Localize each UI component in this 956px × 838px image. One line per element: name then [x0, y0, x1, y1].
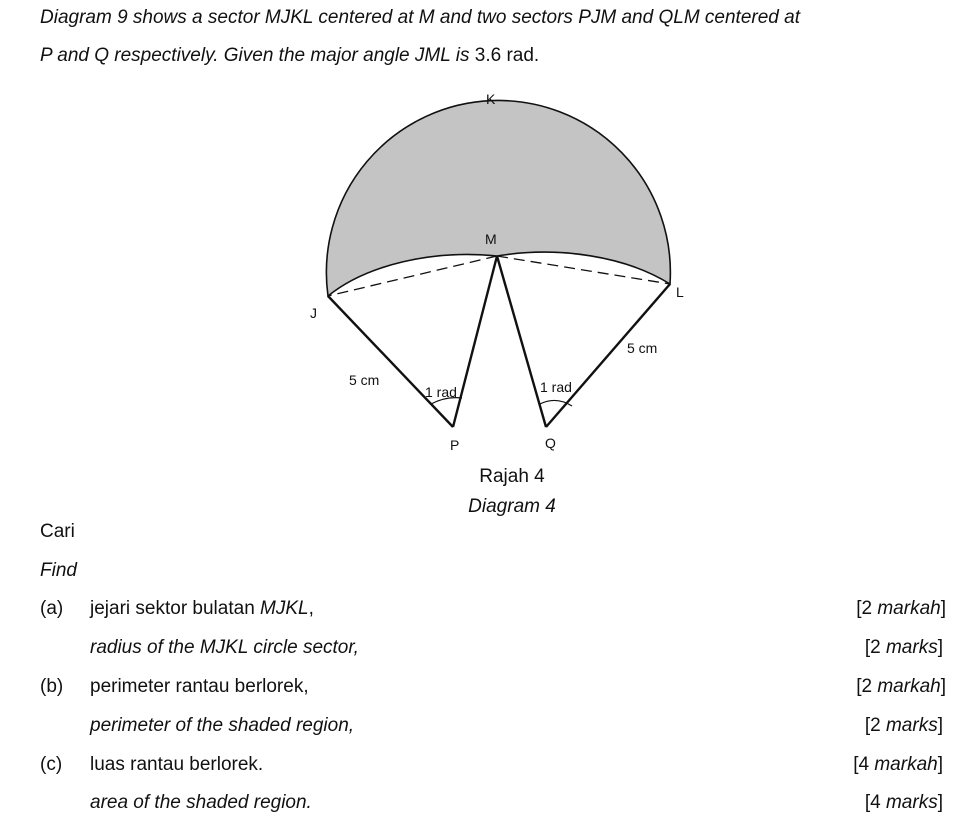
- shaded-region: [326, 100, 670, 296]
- marks-word: markah: [877, 598, 941, 619]
- label-k: K: [486, 91, 496, 107]
- marks-num: [4: [864, 792, 881, 813]
- question-a-english: radius of the MJKL circle sector,: [90, 637, 359, 658]
- segment-pm: [453, 256, 497, 427]
- question-a-marks-malay: [2 markah]: [856, 598, 946, 619]
- label-m: M: [485, 231, 497, 247]
- length-ql: 5 cm: [627, 340, 658, 356]
- label-j: J: [310, 305, 317, 321]
- question-b-english: perimeter of the shaded region,: [90, 715, 355, 736]
- question-a-malay-italic: MJKL: [260, 598, 309, 619]
- question-a-malay-text: jejari sektor bulatan: [90, 598, 255, 619]
- question-c-marks-malay: [4 markah]: [853, 754, 943, 775]
- question-a-malay-tail: ,: [308, 598, 314, 619]
- label-q: Q: [545, 435, 556, 451]
- marks-num: [2: [856, 676, 873, 697]
- question-c-malay: luas rantau berlorek.: [90, 754, 264, 775]
- question-a-marks-english: [2 marks]: [864, 637, 943, 658]
- marks-word: marks: [885, 792, 938, 813]
- find-english: Find: [40, 560, 77, 581]
- question-c-label: (c): [40, 754, 63, 775]
- marks-word: marks: [885, 715, 938, 736]
- question-c-marks-english: [4 marks]: [864, 792, 943, 813]
- marks-num: [2: [856, 598, 873, 619]
- segment-jp: [328, 296, 453, 427]
- marks-num: [2: [864, 715, 881, 736]
- find-malay: Cari: [40, 521, 75, 542]
- segment-mq: [497, 256, 546, 427]
- marks-word: markah: [877, 676, 941, 697]
- intro-line-2-text: P and Q respectively. Given the major angle JML is: [40, 45, 470, 66]
- question-a-malay: [90, 597, 314, 621]
- question-c-english: area of the shaded region.: [90, 792, 312, 813]
- length-jp: 5 cm: [349, 372, 380, 388]
- question-b-label: (b): [40, 676, 64, 697]
- marks-word: markah: [874, 754, 938, 775]
- marks-num: [4: [853, 754, 870, 775]
- marks-word: marks: [885, 637, 938, 658]
- question-b-marks-english: [2 marks]: [864, 715, 943, 736]
- question-b-marks-malay: [2 markah]: [856, 676, 946, 697]
- intro-line-1: Diagram 9 shows a sector MJKL centered at M and two sectors PJM and QLM centered at: [40, 7, 800, 28]
- question-a-label: (a): [40, 598, 64, 619]
- question-b-malay: perimeter rantau berlorek,: [90, 676, 309, 697]
- caption-english: Diagram 4: [468, 496, 556, 517]
- intro-angle-value: 3.6 rad.: [474, 45, 540, 66]
- angle-p: 1 rad: [425, 384, 457, 400]
- caption-malay: Rajah 4: [479, 466, 545, 487]
- label-p: P: [450, 437, 460, 453]
- marks-num: [2: [864, 637, 881, 658]
- angle-q: 1 rad: [540, 379, 572, 395]
- label-l: L: [676, 284, 684, 300]
